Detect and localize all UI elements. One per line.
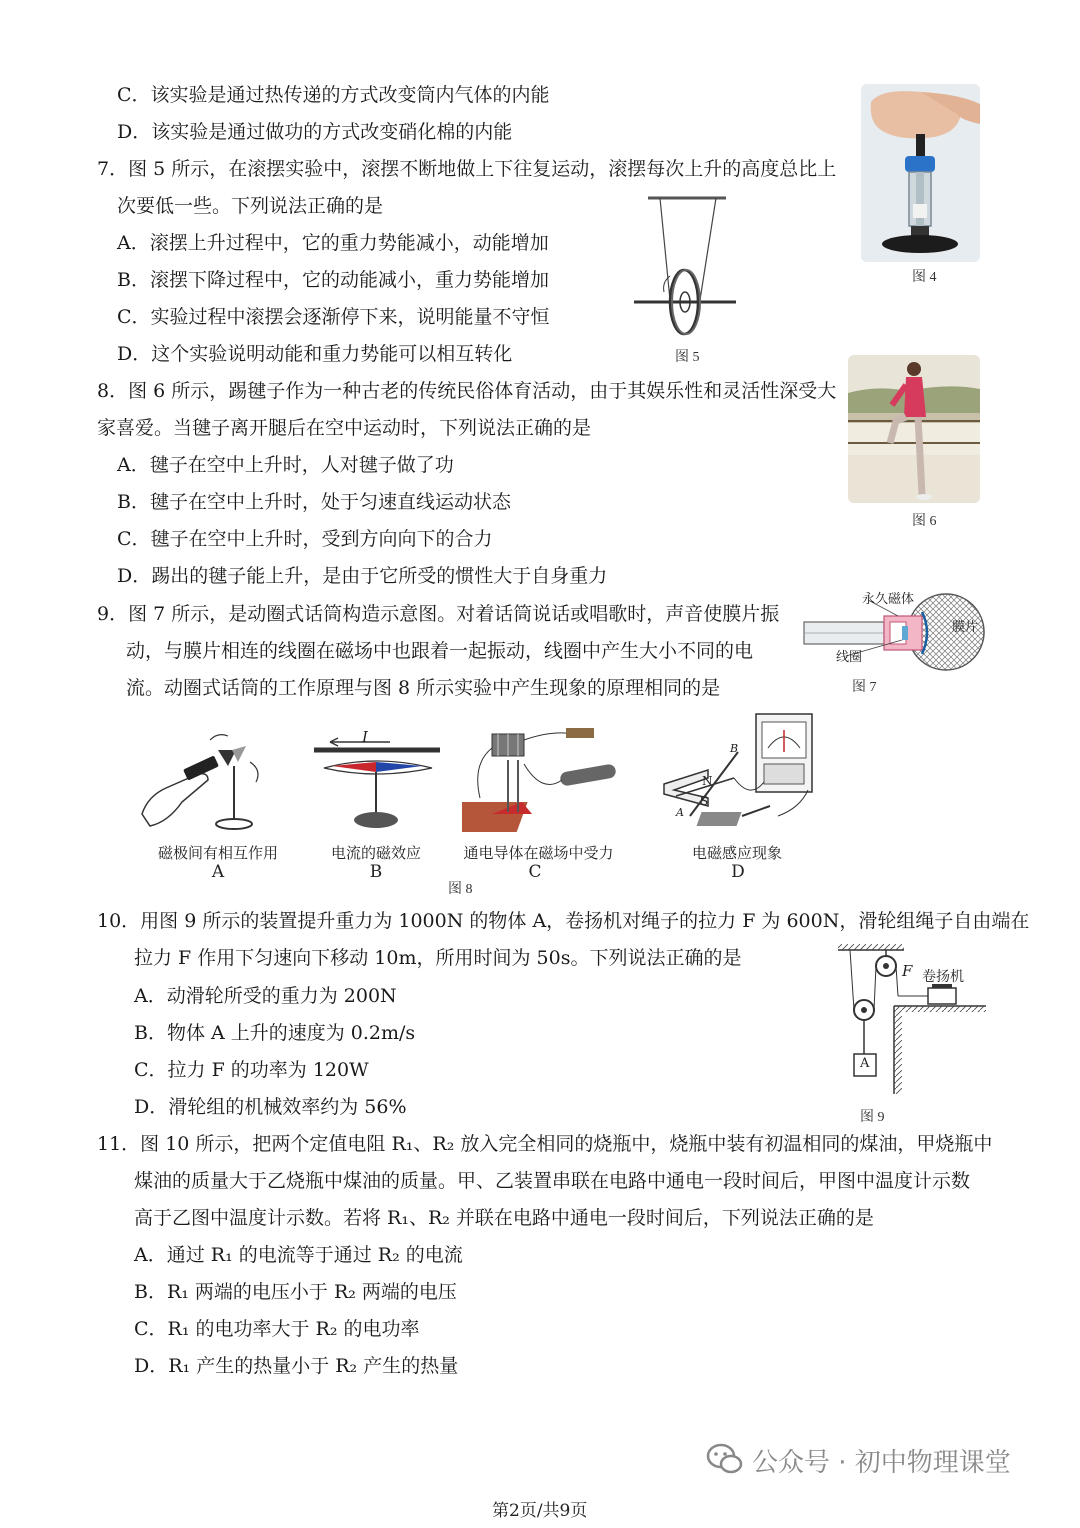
- q10-option-d: D．滑轮组的机械效率约为 56%: [134, 1096, 407, 1118]
- q7-option-a: A．滚摆上升过程中，它的重力势能减小，动能增加: [117, 232, 549, 254]
- q11-option-d: D．R₁ 产生的热量小于 R₂ 产生的热量: [134, 1355, 459, 1377]
- page-footer: 第2页/共9页: [492, 1501, 588, 1521]
- q10-stem-line1: 10．用图 9 所示的装置提升重力为 1000N 的物体 A，卷扬机对绳子的拉力 F 为 600N，滑轮组绳子自由端在: [97, 910, 1030, 932]
- q8-option-b: B．毽子在空中上升时，处于匀速直线运动状态: [117, 491, 511, 513]
- figure-6-photo: [848, 355, 980, 503]
- fig9-object-label: A: [860, 1056, 870, 1071]
- q6-option-d: D．该实验是通过做功的方式改变硝化棉的内能: [117, 121, 513, 143]
- q8-option-a: A．毽子在空中上升时，人对毽子做了功: [117, 454, 454, 476]
- q10-option-a: A．动滑轮所受的重力为 200N: [134, 985, 397, 1007]
- q7-option-d: D．这个实验说明动能和重力势能可以相互转化: [117, 343, 513, 365]
- figure-4-photo: [861, 84, 980, 262]
- watermark-text: 公众号 · 初中物理课堂: [752, 1448, 1011, 1478]
- fig8-south-pole: S: [700, 794, 709, 808]
- figure-7-microphone-diagram: [798, 588, 988, 674]
- q8-stem-line2: 家喜爱。当毽子离开腿后在空中运动时，下列说法正确的是: [97, 417, 592, 439]
- figure-8-panel-b: [310, 728, 445, 838]
- figure-8-caption: 图 8: [448, 882, 473, 897]
- fig8-current-label: I: [362, 728, 368, 746]
- q7-stem-line1: 7．图 5 所示，在滚摆实验中，滚摆不断地做上下往复运动，滚摆每次上升的高度总比上: [97, 158, 837, 180]
- fig8-label-d: 电磁感应现象: [691, 844, 782, 862]
- q11-stem-line3: 高于乙图中温度计示数。若将 R₁、R₂ 并联在电路中通电一段时间后，下列说法正确的是: [134, 1207, 874, 1229]
- q11-option-a: A．通过 R₁ 的电流等于通过 R₂ 的电流: [134, 1244, 463, 1266]
- q7-option-c: C．实验过程中滚摆会逐渐停下来，说明能量不守恒: [117, 306, 550, 328]
- q6-option-c: C．该实验是通过热传递的方式改变筒内气体的内能: [117, 84, 550, 106]
- fig8-label-c: 通电导体在磁场中受力: [463, 844, 614, 862]
- figure-7-caption: 图 7: [852, 680, 877, 695]
- wechat-logo-icon: [706, 1440, 744, 1478]
- fig7-label-magnet: 永久磁体: [862, 592, 915, 607]
- fig8-letter-a: A: [211, 862, 225, 882]
- fig8-letter-d: D: [731, 862, 745, 882]
- figure-8-panel-a: [138, 726, 288, 838]
- q10-option-b: B．物体 A 上升的速度为 0.2m/s: [134, 1022, 416, 1044]
- q8-stem-line1: 8．图 6 所示，踢毽子作为一种古老的传统民俗体育活动，由于其娱乐性和灵活性深受大: [97, 380, 837, 402]
- fig8-letter-b: B: [369, 862, 383, 882]
- fig8-letter-c: C: [528, 862, 542, 882]
- q9-stem-line2: 动，与膜片相连的线圈在磁场中也跟着一起振动，线圈中产生大小不同的电: [126, 640, 754, 662]
- figure-8-panel-c: [462, 724, 627, 838]
- q7-option-b: B．滚摆下降过程中，它的动能减小，重力势能增加: [117, 269, 549, 291]
- fig8-label-b: 电流的磁效应: [330, 844, 421, 862]
- figure-5-caption: 图 5: [675, 350, 700, 365]
- figure-4-caption: 图 4: [912, 270, 937, 285]
- q11-stem-line2: 煤油的质量大于乙烧瓶中煤油的质量。甲、乙装置串联在电路中通电一段时间后，甲图中温度计示数: [134, 1170, 971, 1192]
- figure-8-panel-d: [660, 712, 820, 838]
- figure-6-caption: 图 6: [912, 514, 937, 529]
- q11-stem-line1: 11．图 10 所示，把两个定值电阻 R₁、R₂ 放入完全相同的烧瓶中，烧瓶中装有初温相同的煤油，甲烧瓶中: [97, 1133, 993, 1155]
- q10-stem-line2: 拉力 F 作用下匀速向下移动 10m，所用时间为 50s。下列说法正确的是: [134, 947, 742, 969]
- fig8-point-a: A: [676, 806, 684, 819]
- figure-9-caption: 图 9: [860, 1110, 885, 1125]
- q11-option-b: B．R₁ 两端的电压小于 R₂ 两端的电压: [134, 1281, 457, 1303]
- fig7-label-coil: 线圈: [836, 650, 863, 665]
- fig9-winch-label: 卷扬机: [922, 969, 964, 985]
- fig8-north-pole: N: [702, 774, 713, 788]
- q10-option-c: C．拉力 F 的功率为 120W: [134, 1059, 369, 1081]
- q9-stem-line3: 流。动圈式话筒的工作原理与图 8 所示实验中产生现象的原理相同的是: [126, 677, 721, 699]
- fig8-label-a: 磁极间有相互作用: [157, 844, 278, 862]
- q8-option-c: C．毽子在空中上升时，受到方向向下的合力: [117, 528, 493, 550]
- fig8-point-b: B: [730, 742, 739, 755]
- q7-stem-line2: 次要低一些。下列说法正确的是: [117, 195, 384, 217]
- figure-9-pulley-diagram: [836, 944, 986, 1104]
- fig9-force-label: F: [902, 962, 913, 980]
- q9-stem-line1: 9．图 7 所示，是动圈式话筒构造示意图。对着话筒说话或唱歌时，声音使膜片振: [97, 603, 780, 625]
- q8-option-d: D．踢出的毽子能上升，是由于它所受的惯性大于自身重力: [117, 565, 608, 587]
- fig7-label-membrane: 膜片: [952, 620, 979, 635]
- figure-5-maxwell-wheel: [630, 192, 740, 342]
- q11-option-c: C．R₁ 的电功率大于 R₂ 的电功率: [134, 1318, 420, 1340]
